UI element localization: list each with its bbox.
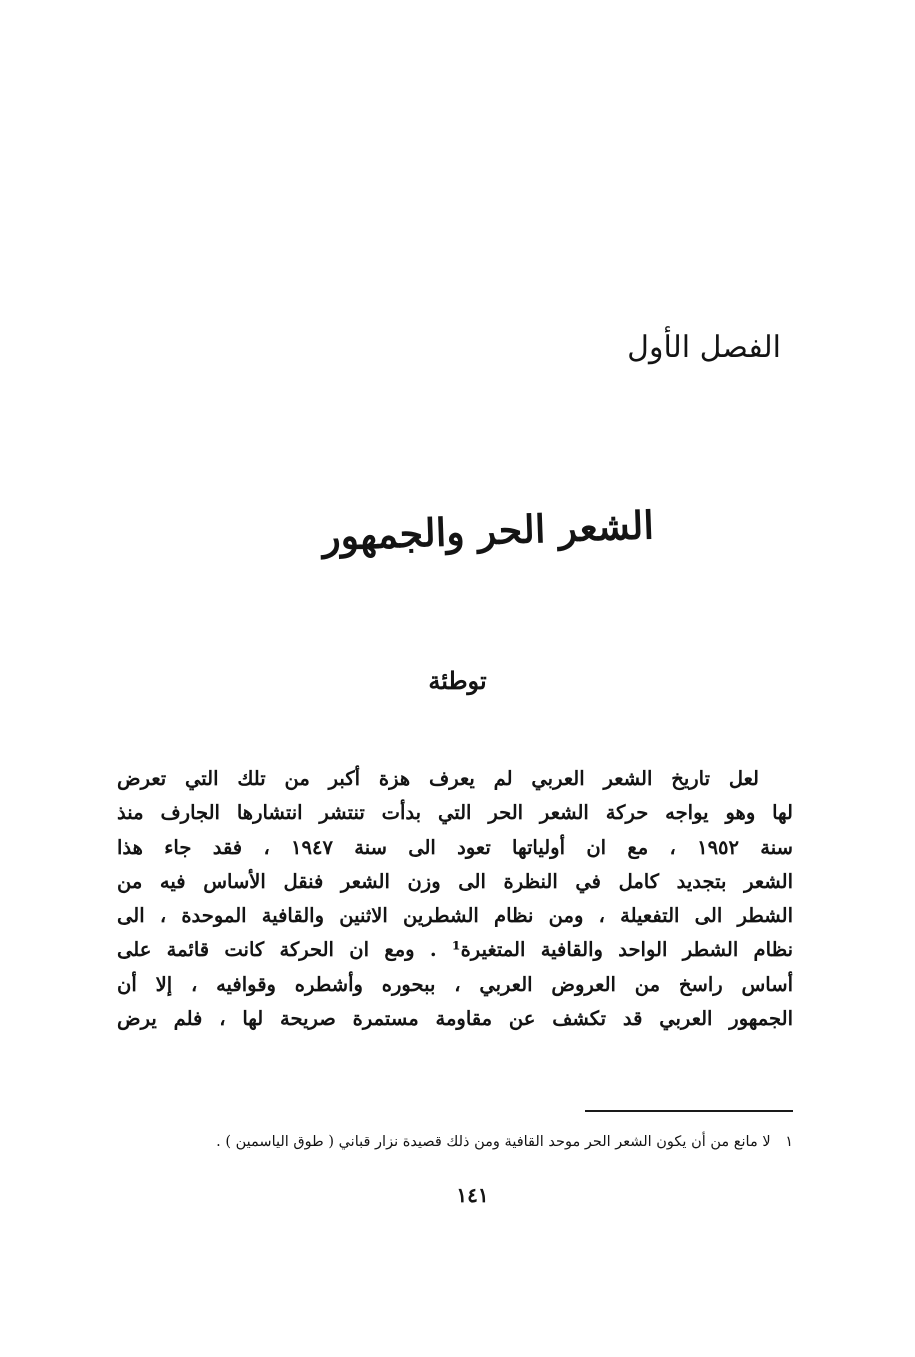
footnote — [117, 1130, 793, 1154]
chapter-heading: الفصل الأول — [627, 330, 781, 365]
footnote-divider — [585, 1110, 793, 1112]
footnote-number: ١ — [785, 1134, 793, 1150]
body-paragraph — [117, 762, 793, 1036]
page-title-block — [0, 502, 915, 559]
section-heading-block — [0, 666, 915, 695]
paragraph-line: لها وهو يواجه حركة الشعر الحر التي بدأت تنتشر انتشارها الجارف منذ — [117, 801, 793, 825]
paragraph-line: أساس راسخ من العروض العربي ، ببحوره وأشطره وقوافيه ، إلا أن — [117, 972, 793, 996]
paragraph-line: نظام الشطر الواحد والقافية المتغيرة¹ . ومع ان الحركة كانت قائمة على — [117, 938, 793, 962]
page-number-block — [0, 1183, 915, 1207]
paragraph-line: الشطر الى التفعيلة ، ومن نظام الشطرين الاثنين والقافية الموحدة ، الى — [117, 904, 793, 928]
paragraph-line: الجمهور العربي قد تكشف عن مقاومة مستمرة صريحة لها ، فلم يرض — [117, 1007, 793, 1031]
section-heading: توطئة — [428, 666, 487, 695]
page-number: ١٤١ — [456, 1183, 489, 1207]
paragraph-line: الشعر بتجديد كامل في النظرة الى وزن الشعر فنقل الأساس فيه من — [117, 869, 793, 893]
paragraph-line: سنة ١٩٥٢ ، مع ان أولياتها تعود الى سنة ١٩٤٧ ، فقد جاء هذا — [117, 835, 793, 859]
footnote-text: لا مانع من أن يكون الشعر الحر موحد القافية ومن ذلك قصيدة نزار قباني ( طوق الياسمين ) . — [216, 1134, 771, 1150]
paragraph-line: لعل تاريخ الشعر العربي لم يعرف هزة أكبر من تلك التي تعرض — [117, 767, 759, 790]
page-title: الشعر الحر والجمهور — [320, 502, 655, 559]
